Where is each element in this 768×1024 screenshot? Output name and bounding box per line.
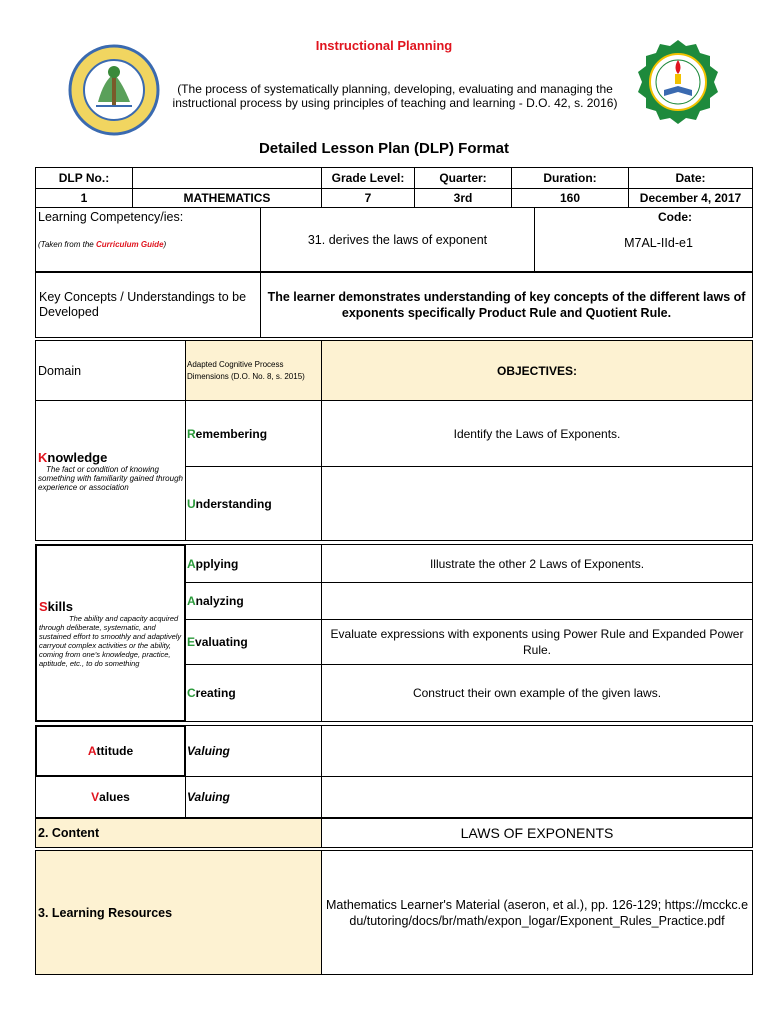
evaluating-initial: E bbox=[187, 635, 196, 649]
understanding-objective bbox=[321, 466, 753, 541]
applying-initial: A bbox=[187, 556, 196, 571]
applying-objective: Illustrate the other 2 Laws of Exponents. bbox=[321, 544, 753, 583]
dlp-no-label: DLP No.: bbox=[35, 167, 133, 189]
remembering-initial: R bbox=[187, 426, 196, 441]
knowledge-description: The fact or condition of knowing something with familiarity gained through experience or association bbox=[38, 464, 183, 492]
attitude-initial: A bbox=[87, 744, 97, 758]
understanding-cell bbox=[185, 466, 322, 541]
skills-domain-cell bbox=[35, 544, 186, 722]
subject-value: MATHEMATICS bbox=[132, 188, 322, 208]
deped-seal-logo bbox=[68, 44, 160, 136]
objectives-header: OBJECTIVES: bbox=[321, 340, 753, 401]
content-value: LAWS OF EXPONENTS bbox=[321, 818, 753, 848]
knowledge-initial: K bbox=[38, 449, 48, 465]
analyzing-rest: nalyzing bbox=[195, 594, 244, 608]
key-concepts-label: Key Concepts / Understandings to be Developed bbox=[35, 272, 261, 338]
analyzing-objective bbox=[321, 582, 753, 620]
evaluating-cell bbox=[185, 619, 322, 665]
attitude-objective bbox=[321, 725, 753, 777]
creating-cell bbox=[185, 664, 322, 722]
adapted-cognitive-header: Adapted Cognitive Process Dimensions (D.O. No. 8, s. 2015) bbox=[185, 340, 322, 401]
note-prefix: (Taken from the bbox=[38, 240, 96, 249]
learning-competency-label: Learning Competency/ies: bbox=[38, 210, 184, 224]
code-cell bbox=[534, 207, 753, 272]
curriculum-guide-note bbox=[38, 240, 166, 249]
understanding-initial: U bbox=[187, 496, 196, 511]
grade-level-label: Grade Level: bbox=[321, 167, 415, 189]
domain-header: Domain bbox=[35, 340, 186, 401]
remembering-cell bbox=[185, 400, 322, 467]
header-description: (The process of systematically planning, developing, evaluating and managing the instructional process by using principles of teaching and learning - D.O. 42, s. 2016) bbox=[172, 82, 618, 110]
attitude-rest: ttitude bbox=[96, 744, 134, 758]
remembering-objective: Identify the Laws of Exponents. bbox=[321, 400, 753, 467]
analyzing-cell bbox=[185, 582, 322, 620]
knowledge-title bbox=[38, 450, 107, 465]
duration-value: 160 bbox=[511, 188, 629, 208]
learning-competency-text: 31. derives the laws of exponent bbox=[260, 207, 535, 272]
skills-description: The ability and capacity acquired through deliberate, systematic, and sustained effort to smoothly and adaptively carryout complex activities or the ability, coming from one's knowledge, practice, aptitude, etc., to do something bbox=[39, 613, 182, 668]
evaluating-objective: Evaluate expressions with exponents using Power Rule and Expanded Power Rule. bbox=[321, 619, 753, 665]
creating-initial: C bbox=[187, 686, 196, 700]
code-label: Code: bbox=[658, 210, 692, 224]
values-rest: alues bbox=[99, 790, 130, 804]
applying-rest: pplying bbox=[195, 556, 239, 571]
knowledge-rest: nowledge bbox=[47, 449, 108, 465]
date-label: Date: bbox=[628, 167, 753, 189]
grade-level-value: 7 bbox=[321, 188, 415, 208]
duration-label: Duration: bbox=[511, 167, 629, 189]
learning-resources-value: Mathematics Learner's Material (aseron, et al.), pp. 126-129; https://mcckc.edu/tutoring/docs/br/math/expon_logar/Exponent_Rules_Practice.pdf bbox=[321, 850, 753, 975]
learning-competency-label-cell bbox=[35, 207, 261, 272]
quarter-label: Quarter: bbox=[414, 167, 512, 189]
remembering-rest: emembering bbox=[195, 426, 268, 441]
analyzing-initial: A bbox=[187, 594, 196, 608]
values-cell bbox=[35, 776, 186, 818]
knowledge-domain-cell bbox=[35, 400, 186, 541]
code-value: M7AL-IId-e1 bbox=[624, 236, 693, 250]
evaluating-rest: valuating bbox=[195, 635, 248, 649]
learning-resources-label: 3. Learning Resources bbox=[35, 850, 322, 975]
note-suffix: ) bbox=[163, 240, 167, 249]
dlp-no-value: 1 bbox=[35, 188, 133, 208]
values-initial: V bbox=[91, 790, 100, 804]
document-title: Detailed Lesson Plan (DLP) Format bbox=[258, 140, 510, 157]
date-value: December 4, 2017 bbox=[628, 188, 753, 208]
skills-title bbox=[39, 599, 73, 614]
skills-rest: kills bbox=[47, 598, 73, 614]
quarter-value: 3rd bbox=[414, 188, 512, 208]
subject-label-cell bbox=[132, 167, 322, 189]
key-concepts-text: The learner demonstrates understanding of key concepts of the different laws of exponents specifically Product Rule and Quotient Rule. bbox=[260, 272, 753, 338]
header-title: Instructional Planning bbox=[315, 38, 453, 53]
curriculum-guide-link: Curriculum Guide bbox=[95, 240, 164, 249]
values-objective bbox=[321, 776, 753, 818]
understanding-rest: nderstanding bbox=[195, 496, 272, 511]
attitude-process: Valuing bbox=[185, 725, 322, 777]
values-process: Valuing bbox=[185, 776, 322, 818]
creating-rest: reating bbox=[195, 686, 236, 700]
school-seal-logo bbox=[634, 38, 722, 126]
creating-objective: Construct their own example of the given laws. bbox=[321, 664, 753, 722]
skills-initial: S bbox=[39, 598, 48, 614]
content-label: 2. Content bbox=[35, 818, 322, 848]
applying-cell bbox=[185, 544, 322, 583]
attitude-cell bbox=[35, 725, 186, 777]
